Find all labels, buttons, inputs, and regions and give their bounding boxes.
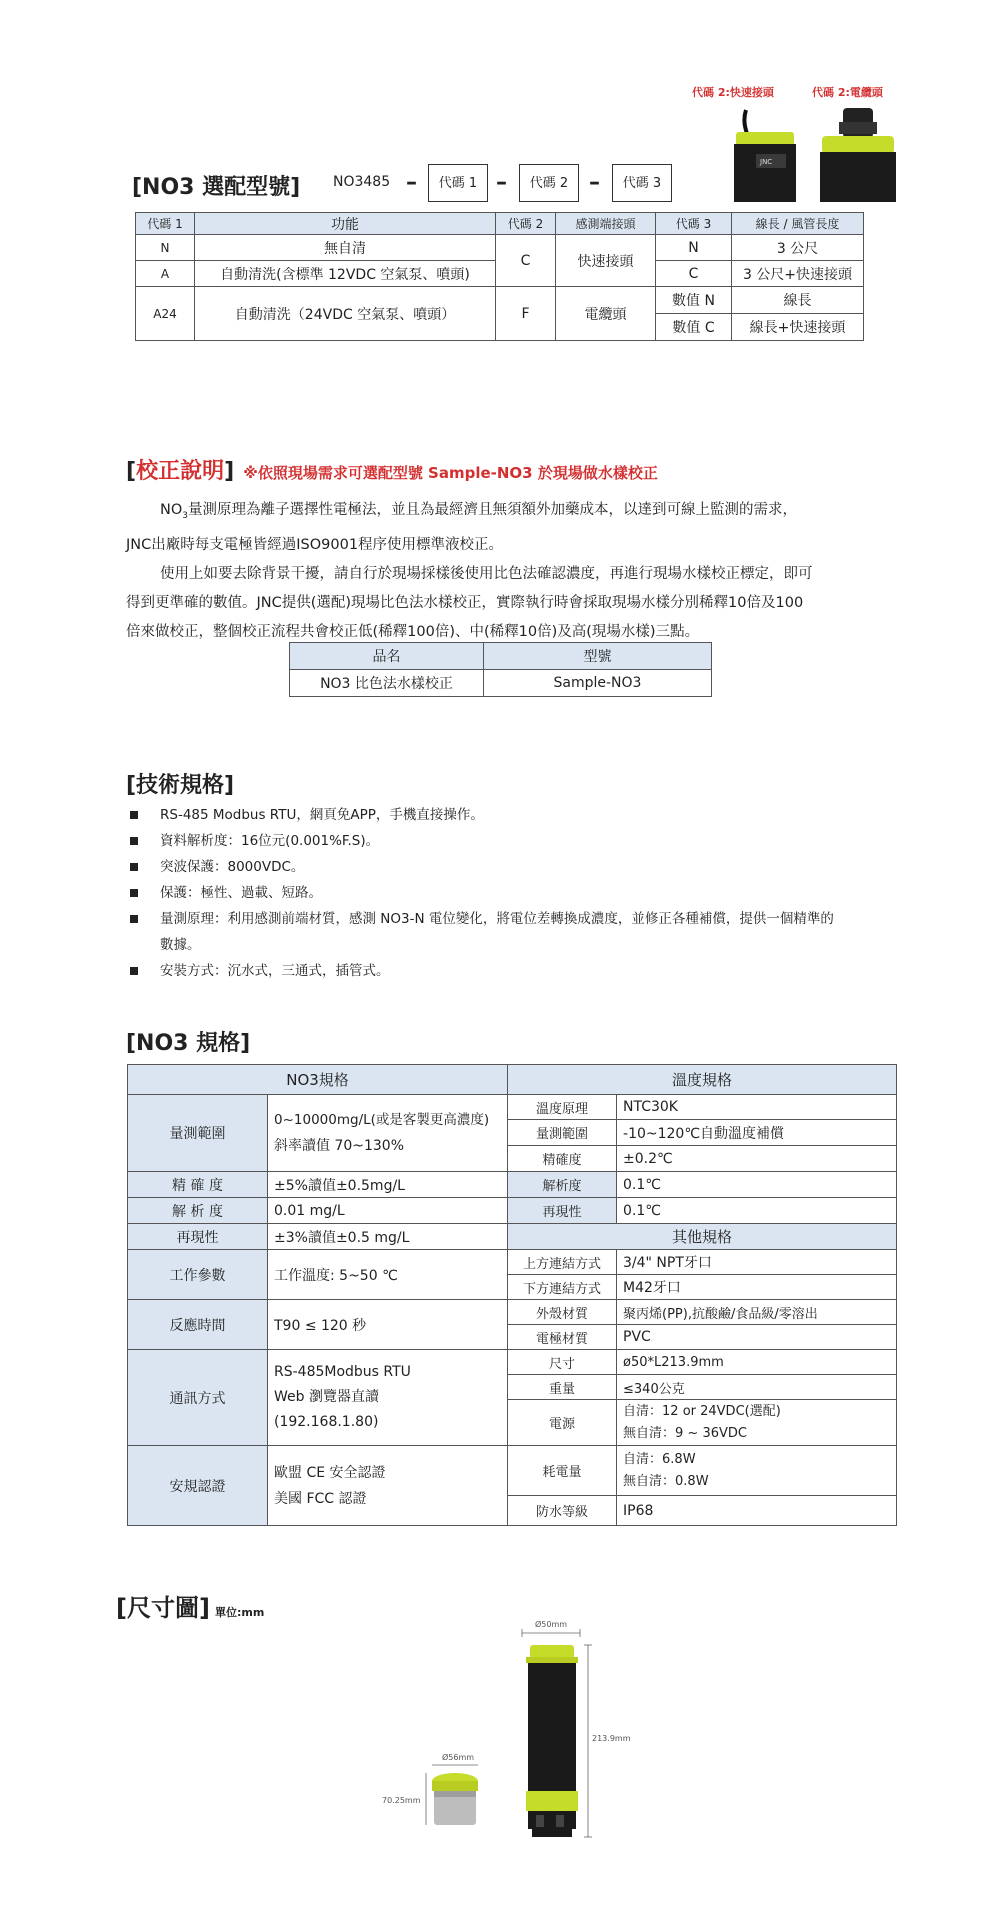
dim-h70: 70.25mm <box>382 1796 421 1805</box>
calibration-note: ※依照現場需求可選配型號 Sample-NO3 於現場做水樣校正 <box>243 464 658 482</box>
calibration-para2-line1: 使用上如要去除背景干擾，請自行於現場採樣後使用比色法確認濃度，再進行現場水樣校正標定，即可 <box>160 565 813 582</box>
filter-cap-drawing <box>432 1773 478 1825</box>
spec-header-no3: NO3規格 <box>128 1065 508 1095</box>
power-label: 電源 <box>508 1400 617 1446</box>
work-value: 工作溫度: 5~50 ℃ <box>268 1250 508 1300</box>
header-code2: 代碼 2 <box>496 213 556 235</box>
tech-item-continued: 數據。 <box>160 937 201 953</box>
base-model-code: NO3485 <box>333 174 391 190</box>
resolution-label: 解 析 度 <box>128 1198 268 1224</box>
cert-label: 安規認證 <box>128 1446 268 1526</box>
power-value: 自清：12 or 24VDC(選配) 無自清：9 ~ 36VDC <box>617 1400 897 1446</box>
header-code1: 代碼 1 <box>136 213 195 235</box>
response-label: 反應時間 <box>128 1300 268 1350</box>
tech-title: [技術規格] <box>126 773 235 798</box>
spec-header-other: 其他規格 <box>508 1224 897 1250</box>
connector-photos <box>716 102 906 202</box>
calibration-table <box>289 642 712 697</box>
connector-cable: 電纜頭 <box>556 287 656 341</box>
header-connector: 感測端接頭 <box>556 213 656 235</box>
no3-text: NO <box>160 502 183 518</box>
calibration-para2-line3: 倍來做校正，整個校正流程共會校正低(稀釋100倍)、中(稀釋10倍)及高(現場水樣)三點。 <box>126 623 700 640</box>
dash-2: – <box>496 170 507 195</box>
dimension-heading <box>116 1588 264 1623</box>
tech-list <box>128 802 888 984</box>
photo-label-quick: 代碼 2:快速接頭 <box>692 86 774 99</box>
tech-item: RS-485 Modbus RTU，網頁免APP，手機直接操作。 <box>128 802 888 828</box>
consumption-label: 耗電量 <box>508 1446 617 1496</box>
ip-label: 防水等級 <box>508 1496 617 1526</box>
tech-item: 量測原理：利用感測前端材質，感測 NO3-N 電位變化，將電位差轉換成濃度，並修正各種補償，提供一個精準的 <box>128 906 888 932</box>
comm-value: RS-485Modbus RTU Web 瀏覽器直讀 (192.168.1.80) <box>268 1350 508 1446</box>
tech-item: 突波保護：8000VDC。 <box>128 854 888 880</box>
electrode-value: PVC <box>617 1325 897 1350</box>
row3b-length: 線長+快速接頭 <box>732 314 864 341</box>
calibration-para1-text: 量測原理為離子選擇性電極法，並且為最經濟且無須額外加藥成本，以達到可線上監測的需求， <box>188 502 797 518</box>
header-length: 線長 / 風管長度 <box>732 213 864 235</box>
dimension-unit: 單位:mm <box>215 1606 265 1619</box>
electrode-label: 電極材質 <box>508 1325 617 1350</box>
temp-range-value: -10~120℃自動溫度補償 <box>617 1120 897 1146</box>
row2-length: 3 公尺+快速接頭 <box>732 261 864 287</box>
accuracy-value: ±5%讀值±0.5mg/L <box>268 1172 508 1198</box>
row2-function: 自動清洗(含標準 12VDC 空氣泵、噴頭) <box>195 261 496 287</box>
quick-connector-photo <box>734 110 796 202</box>
temp-rep-label: 再現性 <box>508 1198 617 1224</box>
code1-box: 代碼 1 <box>428 164 488 202</box>
tech-item: 安裝方式：沉水式，三通式，插管式。 <box>128 958 888 984</box>
response-value: T90 ≤ 120 秒 <box>268 1300 508 1350</box>
row1-code1: N <box>136 235 195 261</box>
cal-header-model: 型號 <box>484 643 712 670</box>
row3a-code3: 數值 N <box>656 287 732 314</box>
header-function: 功能 <box>195 213 496 235</box>
calibration-heading <box>126 454 658 485</box>
lower-conn-value: M42牙口 <box>617 1275 897 1300</box>
calibration-para1-line2: JNC出廠時每支電極皆經過ISO9001程序使用標準液校正。 <box>126 536 504 553</box>
row2-code3: C <box>656 261 732 287</box>
code2-c: C <box>496 235 556 287</box>
calibration-bracket-right: ] <box>224 459 235 484</box>
code2-box: 代碼 2 <box>519 164 579 202</box>
calibration-body <box>126 496 886 647</box>
row3b-code3: 數值 C <box>656 314 732 341</box>
dimension-drawing <box>370 1615 650 1845</box>
temp-principle-label: 溫度原理 <box>508 1095 617 1120</box>
size-value: ø50*L213.9mm <box>617 1350 897 1375</box>
calibration-bracket-left: [ <box>126 459 137 484</box>
calibration-title: 校正說明 <box>136 459 225 484</box>
tech-item: 資料解析度：16位元(0.001%F.S)。 <box>128 828 888 854</box>
temp-rep-value: 0.1℃ <box>617 1198 897 1224</box>
dim-d56: Ø56mm <box>442 1753 475 1762</box>
consumption-value: 自清：6.8W 無自清：0.8W <box>617 1446 897 1496</box>
temp-res-value: 0.1℃ <box>617 1172 897 1198</box>
work-label: 工作參數 <box>128 1250 268 1300</box>
temp-acc-label: 精確度 <box>508 1146 617 1172</box>
row1-code3: N <box>656 235 732 261</box>
model-select-title: [NO3 選配型號] <box>132 175 301 200</box>
row3-code1: A24 <box>136 287 195 341</box>
cal-header-name: 品名 <box>290 643 484 670</box>
tech-item: 保護：極性、過載、短路。 <box>128 880 888 906</box>
temp-res-label: 解析度 <box>508 1172 617 1198</box>
comm-label: 通訊方式 <box>128 1350 268 1446</box>
model-select-table <box>135 212 864 341</box>
weight-value: ≤340公克 <box>617 1375 897 1400</box>
row3-function: 自動清洗（24VDC 空氣泵、噴頭） <box>195 287 496 341</box>
code2-f: F <box>496 287 556 341</box>
shell-value: 聚丙烯(PP),抗酸鹼/食品級/零溶出 <box>617 1300 897 1325</box>
temp-principle-value: NTC30K <box>617 1095 897 1120</box>
cal-model: Sample-NO3 <box>484 670 712 697</box>
connector-quick: 快速接頭 <box>556 235 656 287</box>
size-label: 尺寸 <box>508 1350 617 1375</box>
spec-title: [NO3 規格] <box>126 1031 251 1056</box>
dash-1: – <box>406 170 417 195</box>
row1-length: 3 公尺 <box>732 235 864 261</box>
dimension-title: [尺寸圖] <box>116 1594 210 1622</box>
repeatability-value: ±3%讀值±0.5 mg/L <box>268 1224 508 1250</box>
dim-h213: 213.9mm <box>592 1734 631 1743</box>
code3-box: 代碼 3 <box>612 164 672 202</box>
resolution-value: 0.01 mg/L <box>268 1198 508 1224</box>
spec-table <box>127 1064 897 1526</box>
row2-code1: A <box>136 261 195 287</box>
cert-value: 歐盟 CE 安全認證 美國 FCC 認證 <box>268 1446 508 1526</box>
upper-conn-value: 3/4" NPT牙口 <box>617 1250 897 1275</box>
dim-d50: Ø50mm <box>535 1620 568 1629</box>
upper-conn-label: 上方連結方式 <box>508 1250 617 1275</box>
header-code3: 代碼 3 <box>656 213 732 235</box>
svg-text:JNC: JNC <box>760 158 773 166</box>
cable-connector-photo <box>820 108 896 202</box>
no3-subscript: 3 <box>182 510 188 521</box>
range-value: 0~10000mg/L(或是客製更高濃度) 斜率讀值 70~130% <box>268 1095 508 1172</box>
weight-label: 重量 <box>508 1375 617 1400</box>
repeatability-label: 再現性 <box>128 1224 268 1250</box>
ip-value: IP68 <box>617 1496 897 1526</box>
row1-function: 無自清 <box>195 235 496 261</box>
calibration-para2-line2: 得到更準確的數值。JNC提供(選配)現場比色法水樣校正，實際執行時會採取現場水樣分別稀釋10倍及100 <box>126 594 804 611</box>
sensor-body-drawing <box>526 1645 578 1837</box>
temp-range-label: 量測範圍 <box>508 1120 617 1146</box>
temp-acc-value: ±0.2℃ <box>617 1146 897 1172</box>
shell-label: 外殼材質 <box>508 1300 617 1325</box>
spec-header-temp: 溫度規格 <box>508 1065 897 1095</box>
lower-conn-label: 下方連結方式 <box>508 1275 617 1300</box>
row3a-length: 線長 <box>732 287 864 314</box>
photo-label-cable: 代碼 2:電纜頭 <box>812 86 883 99</box>
range-label: 量測範圍 <box>128 1095 268 1172</box>
cal-name: NO3 比色法水樣校正 <box>290 670 484 697</box>
accuracy-label: 精 確 度 <box>128 1172 268 1198</box>
dash-3: – <box>589 170 600 195</box>
calibration-para1-line1 <box>126 496 886 531</box>
